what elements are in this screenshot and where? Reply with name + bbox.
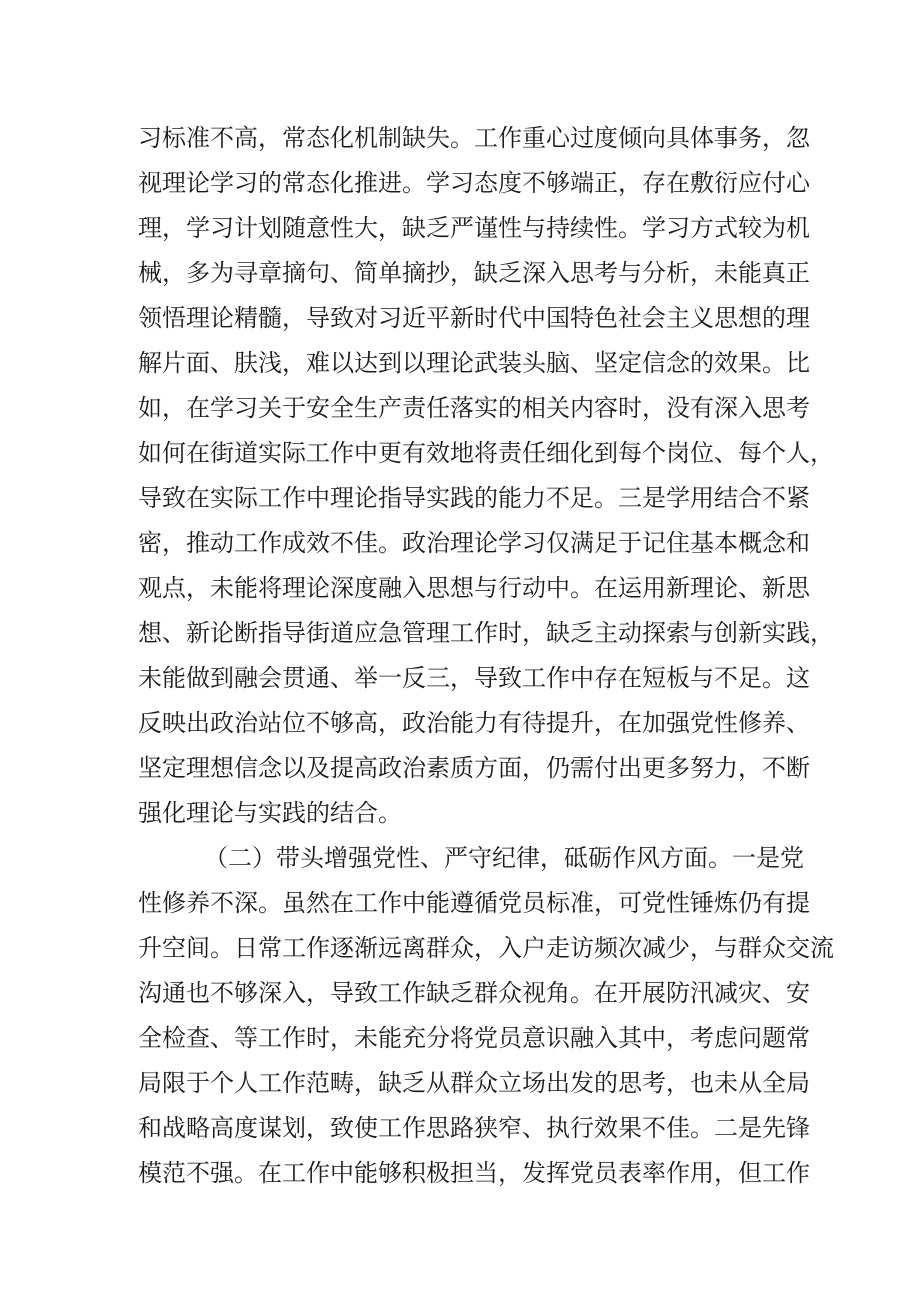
text-line: 导致在实际工作中理论指导实践的能力不足。三是学用结合不紧: [138, 484, 810, 512]
text-line: 局限于个人工作范畴，缺乏从群众立场出发的思考，也未从全局: [138, 1069, 810, 1097]
text-line: 习标准不高，常态化机制缺失。工作重心过度倾向具体事务，忽: [138, 124, 810, 152]
text-line: 性修养不深。虽然在工作中能遵循党员标准，可党性锤炼仍有提: [138, 889, 810, 917]
text-line: 强化理论与实践的结合。: [138, 799, 402, 827]
text-line: 械，多为寻章摘句、简单摘抄，缺乏深入思考与分析，未能真正: [138, 259, 810, 287]
paragraph-2: [138, 836, 834, 1196]
text-line: 未能做到融会贯通、举一反三，导致工作中存在短板与不足。这: [138, 664, 810, 692]
text-line: 观点，未能将理论深度融入思想与行动中。在运用新理论、新思: [138, 574, 810, 602]
text-line: 升空间。日常工作逐渐远离群众，入户走访频次减少，与群众交流: [138, 934, 834, 962]
text-line: 如何在街道实际工作中更有效地将责任细化到每个岗位、每个人，: [138, 439, 834, 467]
text-line: 和战略高度谋划，致使工作思路狭窄、执行效果不佳。二是先锋: [138, 1114, 810, 1142]
text-line: 解片面、肤浅，难以达到以理论武装头脑、坚定信念的效果。比: [138, 349, 810, 377]
text-line: 反映出政治站位不够高，政治能力有待提升，在加强党性修养、: [138, 709, 810, 737]
text-line: 想、新论断指导街道应急管理工作时，缺乏主动探索与创新实践，: [138, 619, 834, 647]
text-line: 如，在学习关于安全生产责任落实的相关内容时，没有深入思考: [138, 394, 810, 422]
text-line: 密，推动工作成效不佳。政治理论学习仅满足于记住基本概念和: [138, 529, 810, 557]
document-body: [138, 116, 834, 1196]
paragraph-1: [138, 116, 834, 836]
text-line: 领悟理论精髓，导致对习近平新时代中国特色社会主义思想的理: [138, 304, 810, 332]
text-line: 坚定理想信念以及提高政治素质方面，仍需付出更多努力，不断: [138, 754, 810, 782]
text-line: 沟通也不够深入，导致工作缺乏群众视角。在开展防汛减灾、安: [138, 979, 810, 1007]
text-line: 模范不强。在工作中能够积极担当，发挥党员表率作用，但工作: [138, 1159, 810, 1187]
text-line: 理，学习计划随意性大，缺乏严谨性与持续性。学习方式较为机: [138, 214, 810, 242]
section-heading-line: （二）带头增强党性、严守纪律，砥砺作风方面。一是党: [204, 844, 804, 872]
text-line: 全检查、等工作时，未能充分将党员意识融入其中，考虑问题常: [138, 1024, 810, 1052]
text-line: 视理论学习的常态化推进。学习态度不够端正，存在敷衍应付心: [138, 169, 810, 197]
